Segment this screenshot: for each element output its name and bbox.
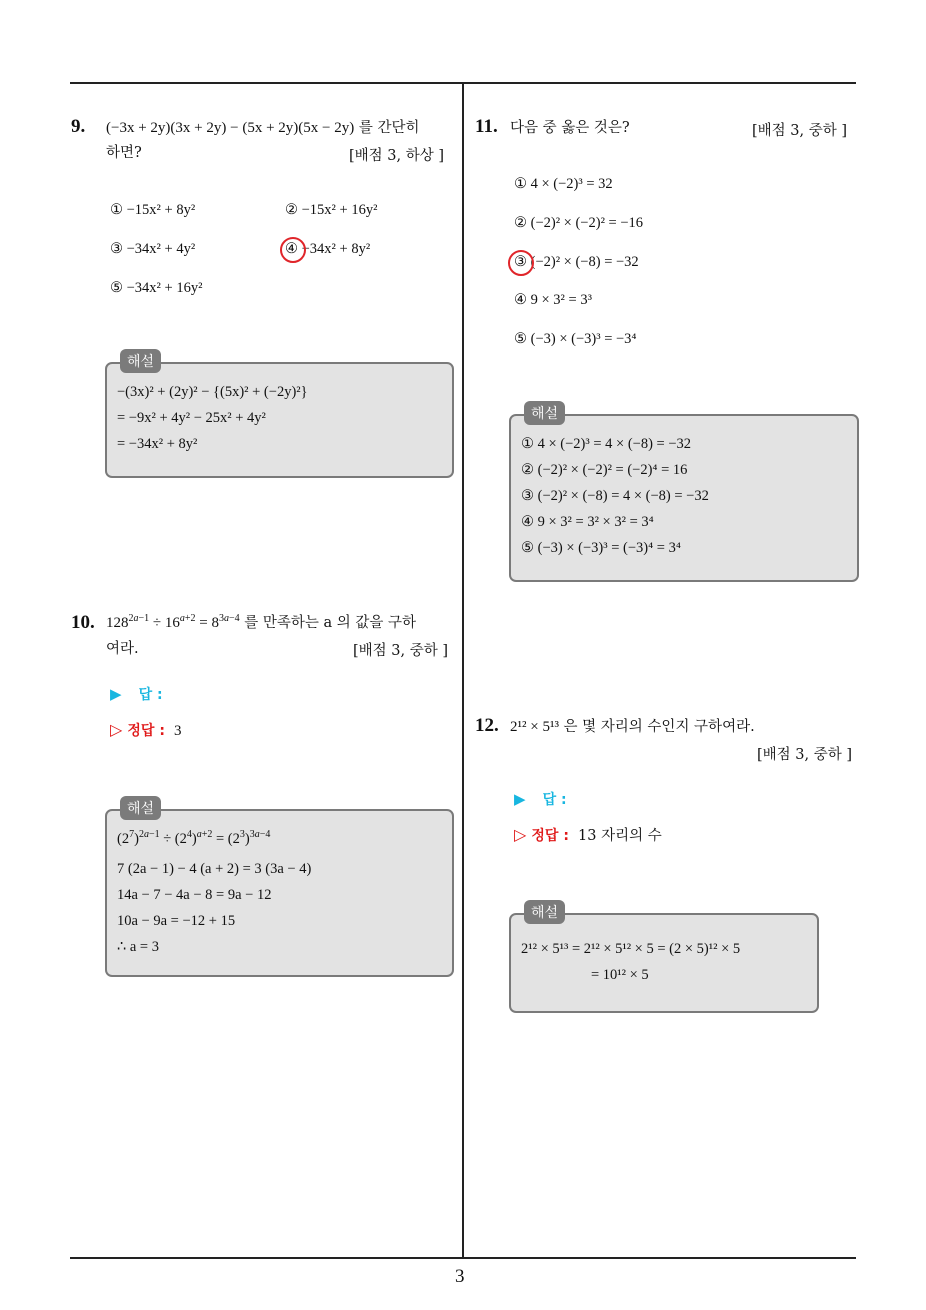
question-12-tail: 은 몇 자리의 수인지 구하여라. <box>558 719 755 735</box>
q9-explain-line-1: −(3x)² + (2y)² − {(5x)² + (−2y)²} <box>117 384 308 400</box>
q10-explain-line-5: ∴ a = 3 <box>117 939 159 955</box>
question-12-expression: 2¹² × 5¹³ <box>510 719 559 735</box>
q9-explanation-box <box>105 362 454 478</box>
question-9-expression: (−3x + 2y)(3x + 2y) − (5x + 2y)(5x − 2y) <box>106 120 355 136</box>
question-12-number: 12. <box>475 715 499 736</box>
q9-choice-1[interactable]: ① −15x² + 8y² <box>110 202 196 218</box>
q12-answer-row <box>514 789 567 809</box>
q10-explanation-tag: 해설 <box>120 796 161 820</box>
q11-explanation-box <box>509 414 859 582</box>
q11-choice-5[interactable]: ⑤ (−3) × (−3)³ = −3⁴ <box>514 331 637 347</box>
q11-explain-line-5: ⑤ (−3) × (−3)³ = (−3)⁴ = 3⁴ <box>521 540 681 556</box>
page-number: 3 <box>455 1266 465 1287</box>
question-10-number: 10. <box>71 612 95 633</box>
q12-answer-arrow-icon: ▶ <box>514 790 526 808</box>
q9-choice-2[interactable]: ② −15x² + 16y² <box>285 202 378 218</box>
q10-correct-value: 3 <box>174 723 182 739</box>
q10-explanation-box <box>105 809 454 977</box>
q10-explain-line-3: 14a − 7 − 4a − 8 = 9a − 12 <box>117 887 272 903</box>
q11-explanation-tag: 해설 <box>524 401 565 425</box>
question-10-line2: 여라. <box>106 641 139 657</box>
question-10-tail: 를 만족하는 a 의 값을 구하 <box>239 615 416 631</box>
q11-explain-line-2: ② (−2)² × (−2)² = (−2)⁴ = 16 <box>521 462 688 478</box>
q10-answer-label: 답 : <box>138 687 163 703</box>
question-9-stem <box>106 117 419 139</box>
q12-correct-arrow-icon: ▷ <box>514 825 527 844</box>
question-9-tail: 를 간단히 <box>354 120 420 136</box>
column-divider <box>462 82 464 1258</box>
q12-explain-line-2: = 10¹² × 5 <box>591 967 649 983</box>
q11-explain-line-3: ③ (−2)² × (−8) = 4 × (−8) = −32 <box>521 488 709 504</box>
q12-explain-line-1: 2¹² × 5¹³ = 2¹² × 5¹² × 5 = (2 × 5)¹² × 5 <box>521 941 741 957</box>
question-12-stem <box>510 716 755 738</box>
q10-correct-row <box>110 720 182 740</box>
q11-choice-1[interactable]: ① 4 × (−2)³ = 32 <box>514 176 613 192</box>
question-11-stem: 다음 중 옳은 것은? <box>510 120 630 136</box>
q12-answer-label: 답 : <box>542 792 567 808</box>
q9-choice-4[interactable]: ④ −34x² + 8y² <box>285 241 371 257</box>
q10-explain-line-2: 7 (2a − 1) − 4 (a + 2) = 3 (3a − 4) <box>117 861 312 877</box>
question-10-stem <box>106 612 416 634</box>
q11-explain-line-4: ④ 9 × 3² = 3² × 3² = 3⁴ <box>521 514 654 530</box>
question-9-line2: 하면? <box>106 145 142 161</box>
q11-choice-3[interactable]: ③ (−2)² × (−8) = −32 <box>514 254 639 270</box>
question-11-number: 11. <box>475 116 498 137</box>
q10-answer-arrow-icon: ▶ <box>110 685 122 703</box>
q9-explain-line-3: = −34x² + 8y² <box>117 436 198 452</box>
q11-explain-line-1: ① 4 × (−2)³ = 4 × (−8) = −32 <box>521 436 692 452</box>
q9-selected-mark <box>280 237 306 263</box>
question-12-score: [배점 3, 중하 ] <box>757 747 853 763</box>
q11-choice-4[interactable]: ④ 9 × 3² = 3³ <box>514 292 592 308</box>
q11-selected-mark <box>508 250 534 276</box>
question-10-score: [배점 3, 중하 ] <box>353 643 449 659</box>
q10-explain-line-1: $(2^7)^{2a-1} \div (2^4)^{a+2} = (2^3)^{3a-4}$ <box>117 829 271 847</box>
question-9-number: 9. <box>71 116 86 137</box>
q9-explain-line-2: = −9x² + 4y² − 25x² + 4y² <box>117 410 266 426</box>
q10-correct-label: 정답 : <box>127 723 165 739</box>
q12-explanation-box <box>509 913 819 1013</box>
q11-choice-2[interactable]: ② (−2)² × (−2)² = −16 <box>514 215 644 231</box>
q12-correct-value: 13 자리의 수 <box>578 828 662 844</box>
q10-explain-line-4: 10a − 9a = −12 + 15 <box>117 913 236 929</box>
q9-explanation-tag: 해설 <box>120 349 161 373</box>
q10-correct-arrow-icon: ▷ <box>110 720 123 739</box>
question-10-expression: $128^{2a-1} \div 16^{a+2} = 8^{3a-4}$ <box>106 613 240 631</box>
q9-choice-5[interactable]: ⑤ −34x² + 16y² <box>110 280 203 296</box>
q9-choice-3[interactable]: ③ −34x² + 4y² <box>110 241 196 257</box>
question-9-score: [배점 3, 하상 ] <box>349 148 445 164</box>
question-11-score: [배점 3, 중하 ] <box>752 123 848 139</box>
q12-explanation-tag: 해설 <box>524 900 565 924</box>
q10-answer-row <box>110 684 163 704</box>
q12-correct-row <box>514 825 662 847</box>
q12-correct-label: 정답 : <box>531 828 569 844</box>
